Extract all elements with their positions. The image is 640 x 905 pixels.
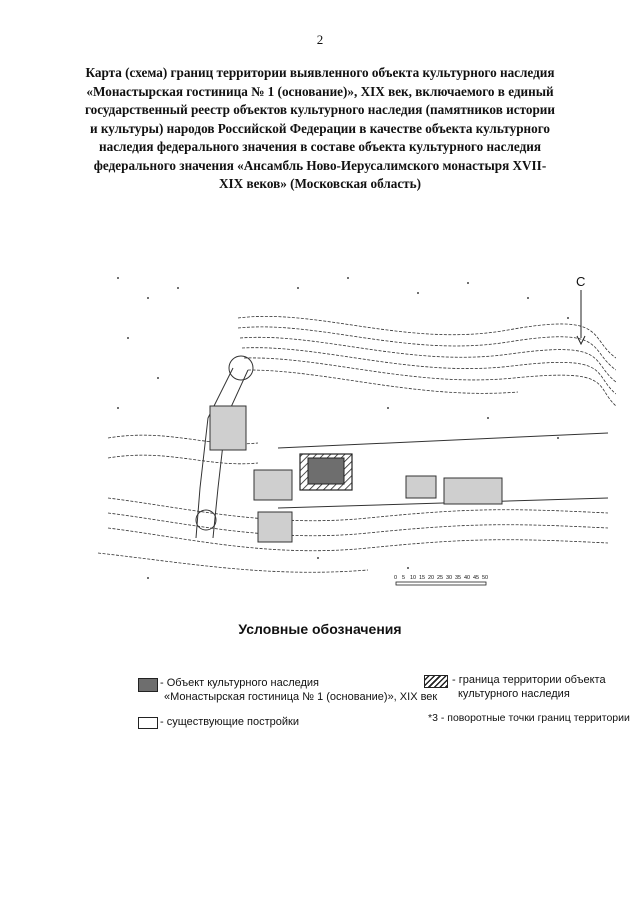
north-label: С [576, 274, 586, 289]
legend-object [138, 676, 438, 710]
legend-points [428, 711, 638, 727]
title-line: федерального значения «Ансамбль Ново-Иерусалимского монастыря XVII- [93, 157, 547, 173]
title-line: «Монастырская гостиница № 1 (основание)», XIX век, включаемого в единый [86, 83, 554, 99]
legend-object-line1: - Объект культурного наследия [160, 677, 320, 689]
page-number: 2 [316, 32, 324, 47]
document-title [78, 64, 562, 194]
legend-object-line2: «Монастырская гостиница № 1 (основание)», XIX век [164, 691, 438, 703]
existing-swatch [138, 717, 158, 729]
existing-buildings [210, 406, 502, 542]
boundary-map [88, 258, 616, 598]
north-arrow [576, 274, 585, 344]
legend-points-label: *3 - поворотные точки границ территории [428, 712, 630, 724]
legend-boundary-line2: культурного наследия [458, 688, 570, 700]
survey-marks [117, 277, 569, 579]
legend-boundary [424, 673, 624, 707]
title-line: государственный реестр объектов культурного наследия (памятников истории [84, 102, 555, 117]
legend-existing-label: - существующие постройки [160, 716, 299, 728]
roads [196, 356, 608, 538]
scale-tick: 35 [455, 575, 462, 581]
scale-tick: 45 [473, 575, 480, 581]
scale-tick: 0 [394, 575, 398, 581]
title-line: XIX веков» (Московская область) [218, 176, 422, 191]
scale-tick: 15 [419, 575, 426, 581]
heritage-object [300, 454, 352, 490]
title-line: наследия федерального значения в составе объекта культурного наследия [99, 139, 541, 154]
scale-tick: 50 [482, 575, 489, 581]
scale-tick: 30 [446, 575, 453, 581]
legend-boundary-line1: - граница территории объекта [452, 674, 606, 686]
legend-existing [138, 715, 358, 731]
boundary-swatch [424, 675, 448, 688]
title-line: и культуры) народов Российской Федерации в качестве объекта культурного [90, 120, 550, 136]
scale-tick: 25 [437, 575, 444, 581]
title-line: Карта (схема) границ территории выявленного объекта культурного наследия [85, 65, 555, 80]
legend-heading: Условные обозначения [238, 621, 402, 637]
object-swatch [138, 678, 158, 692]
scale-tick: 5 [402, 575, 406, 581]
scale-tick: 40 [464, 575, 471, 581]
scale-bar [394, 575, 488, 585]
scale-tick: 10 [410, 575, 417, 581]
scale-tick: 20 [428, 575, 435, 581]
